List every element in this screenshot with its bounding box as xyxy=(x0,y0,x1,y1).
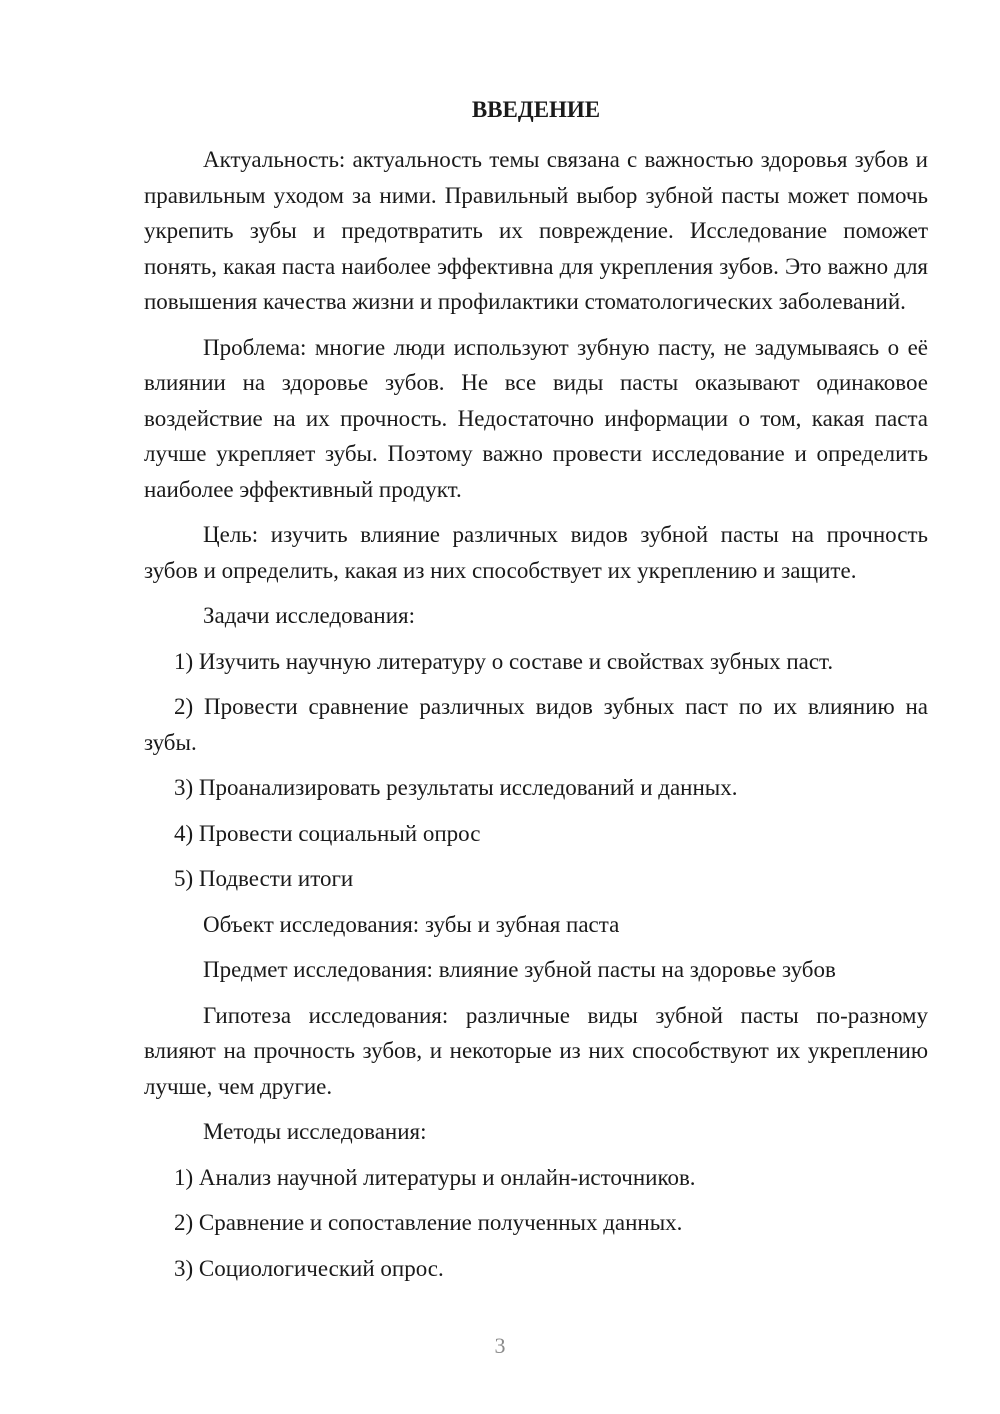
method-item: 3) Социологический опрос. xyxy=(174,1255,444,1281)
goal-paragraph: Цель: изучить влияние различных видов зубной пасты на прочность зубов и определить, какая из них способствует их укреплению и защите. xyxy=(144,522,928,583)
task-item: 4) Провести социальный опрос xyxy=(174,820,481,846)
task-item: 3) Проанализировать результаты исследований и данных. xyxy=(174,775,738,800)
tasks-heading: Задачи исследования: xyxy=(203,603,416,628)
methods-heading: Методы исследования: xyxy=(203,1119,427,1144)
section-title: ВВЕДЕНИЕ xyxy=(471,97,601,122)
task-item: 1) Изучить научную литературу о составе и свойствах зубных паст. xyxy=(174,648,834,674)
hypothesis-paragraph: Гипотеза исследования: различные виды зубной пасты по-разному влияют на прочность зубов, и некоторые из них способствуют их укреплению лучше, чем другие. xyxy=(144,1002,928,1099)
subject-paragraph: Предмет исследования: влияние зубной пасты на здоровье зубов xyxy=(203,957,836,982)
page-content xyxy=(144,92,928,1296)
task-item: 5) Подвести итоги xyxy=(174,866,354,891)
object-paragraph: Объект исследования: зубы и зубная паста xyxy=(203,911,620,937)
method-item: 1) Анализ научной литературы и онлайн-источников. xyxy=(174,1164,696,1190)
page-number: 3 xyxy=(494,1333,506,1358)
method-item: 2) Сравнение и сопоставление полученных данных. xyxy=(174,1210,683,1235)
task-item: 2) Провести сравнение различных видов зубных паст по их влиянию на зубы. xyxy=(144,694,928,755)
problem-paragraph: Проблема: многие люди используют зубную пасту, не задумываясь о её влиянии на здоровье зубов. Не все виды пасты оказывают одинаковое воздействие на их прочность. Недостаточно информации о том, какая паста лучше укрепляет зубы. Поэтому важно провести исследование и определить наиболее эффективный продукт. xyxy=(144,334,928,502)
relevance-paragraph: Актуальность: актуальность темы связана с важностью здоровья зубов и правильным уходом за ними. Правильный выбор зубной пасты может помочь укрепить зубы и предотвратить их повреждение. Исследование поможет понять, какая паста наиболее эффективна для укрепления зубов. Это важно для повышения качества жизни и профилактики стоматологических заболеваний. xyxy=(144,147,928,314)
